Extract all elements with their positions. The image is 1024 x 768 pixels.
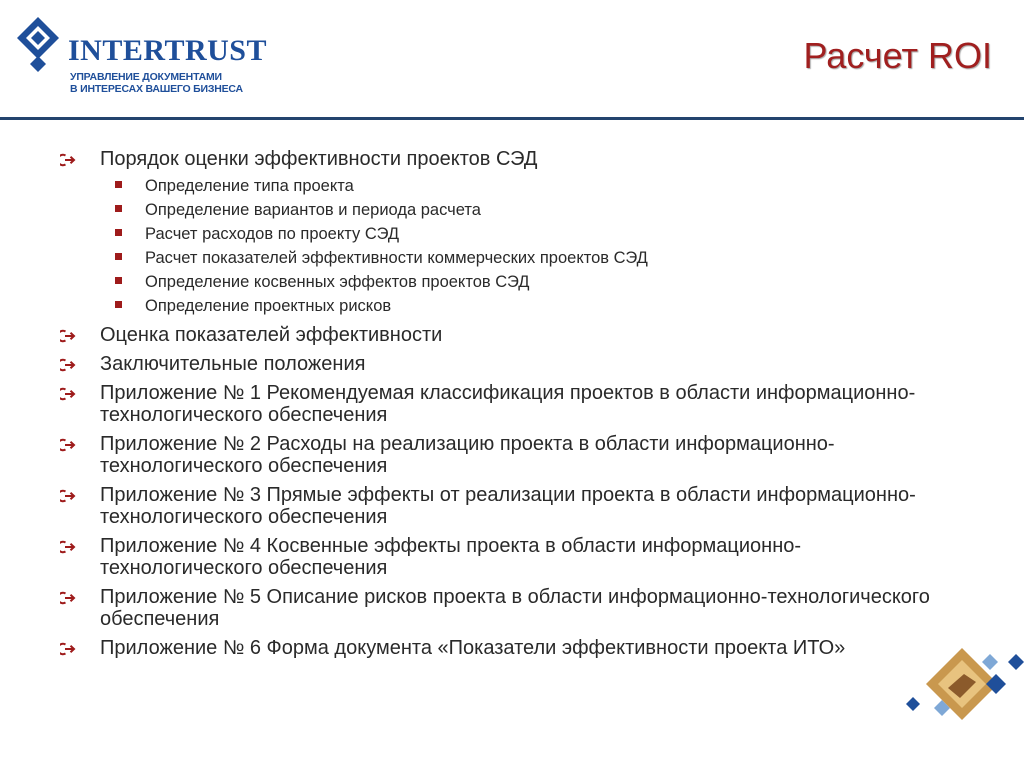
sub-list (100, 175, 940, 317)
arrow-bullet-icon (60, 590, 76, 606)
sub-list-item (100, 223, 940, 245)
decorative-diamonds-image (904, 648, 1024, 728)
header-divider (0, 117, 1024, 120)
sub-list-item-text: Расчет показателей эффективности коммерческих проектов СЭД (145, 249, 648, 267)
list-item (60, 586, 940, 630)
list-item (60, 535, 940, 579)
brand-name: INTERTRUST (68, 34, 268, 67)
square-bullet-icon (115, 229, 122, 236)
list-item-text: Приложение № 6 Форма документа «Показатели эффективности проекта ИТО» (100, 637, 846, 659)
square-bullet-icon (115, 181, 122, 188)
tagline-line-1: УПРАВЛЕНИЕ ДОКУМЕНТАМИ (70, 71, 222, 83)
list-item-text: Приложение № 4 Косвенные эффекты проекта в области информационно-технологического обеспечения (100, 535, 802, 579)
agenda-list (60, 148, 940, 659)
sub-list-item (100, 247, 940, 269)
square-bullet-icon (115, 301, 122, 308)
tagline-line-2: В ИНТЕРЕСАХ ВАШЕГО БИЗНЕСА (70, 83, 243, 95)
list-item (60, 484, 940, 528)
list-item (60, 324, 940, 346)
arrow-bullet-icon (60, 152, 76, 168)
arrow-bullet-icon (60, 437, 76, 453)
sub-list-item-text: Определение проектных рисков (145, 297, 392, 315)
sub-list-item (100, 175, 940, 197)
list-item-text: Приложение № 5 Описание рисков проекта в области информационно-технологического обеспечения (100, 586, 930, 630)
sub-list-item-text: Определение типа проекта (145, 177, 354, 195)
list-item (60, 353, 940, 375)
list-item-text: Оценка показателей эффективности (100, 324, 443, 346)
arrow-bullet-icon (60, 386, 76, 402)
list-item (60, 382, 940, 426)
arrow-bullet-icon (60, 328, 76, 344)
list-item (60, 433, 940, 477)
square-bullet-icon (115, 205, 122, 212)
sub-list-item-text: Определение вариантов и периода расчета (145, 201, 481, 219)
sub-list-item (100, 295, 940, 317)
arrow-bullet-icon (60, 357, 76, 373)
slide-header (0, 0, 1024, 120)
intertrust-logo (14, 16, 268, 96)
sub-list-item-text: Расчет расходов по проекту СЭД (145, 225, 400, 243)
brand-tagline (70, 71, 243, 95)
diamond-logo-icon (14, 16, 62, 72)
list-item-text: Порядок оценки эффективности проектов СЭД (100, 148, 538, 170)
arrow-bullet-icon (60, 539, 76, 555)
sub-list-item (100, 271, 940, 293)
square-bullet-icon (115, 277, 122, 284)
list-item-text: Приложение № 1 Рекомендуемая классификация проектов в области информационно-технологического обеспечения (100, 382, 916, 426)
square-bullet-icon (115, 253, 122, 260)
sub-list-item (100, 199, 940, 221)
slide-content (60, 148, 940, 666)
slide-title: Расчет ROI (803, 35, 992, 76)
arrow-bullet-icon (60, 488, 76, 504)
sub-list-item-text: Определение косвенных эффектов проектов СЭД (145, 273, 530, 291)
list-item-text: Заключительные положения (100, 353, 366, 375)
list-item-text: Приложение № 3 Прямые эффекты от реализации проекта в области информационно-технологического обеспечения (100, 484, 916, 528)
list-item (60, 637, 940, 659)
list-item-text: Приложение № 2 Расходы на реализацию проекта в области информационно-технологического обеспечения (100, 433, 835, 477)
list-item (60, 148, 940, 317)
arrow-bullet-icon (60, 641, 76, 657)
